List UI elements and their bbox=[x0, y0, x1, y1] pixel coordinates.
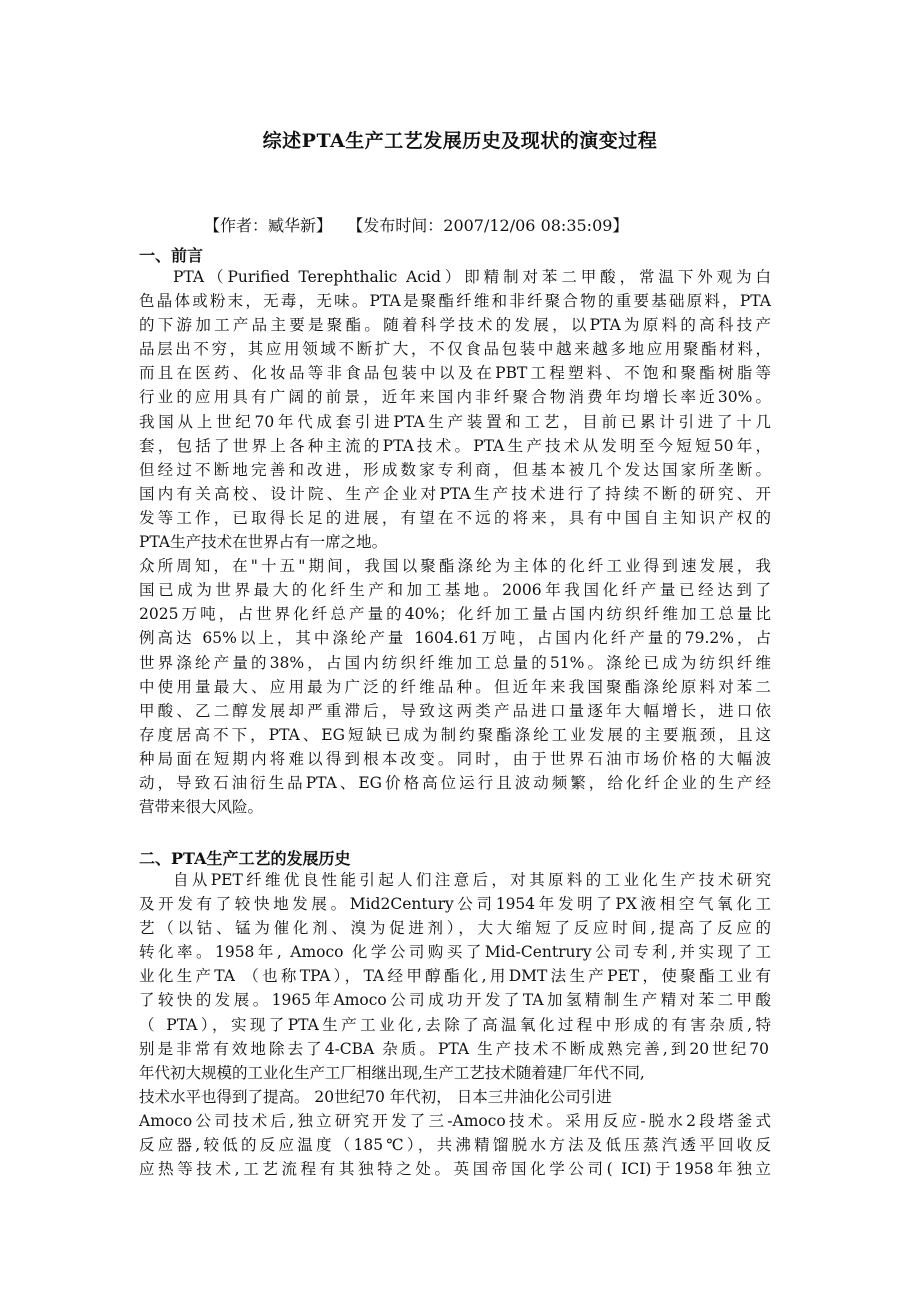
section-body-preface bbox=[139, 265, 771, 819]
text-line: （ PTA），实现了PTA生产工业化,去除了高温氧化过程中形成的有害杂质,特 bbox=[139, 1015, 771, 1034]
text-line: 自从PET纤维优良性能引起人们注意后，对其原料的工业化生产技术研究 bbox=[173, 871, 771, 889]
text-line: 例高达 65%以上，其中涤纶产量 1604.61万吨，占国内化纤产量的79.2%，占 bbox=[139, 629, 771, 648]
text-line: Amoco公司技术后,独立研究开发了三-Amoco技术。采用反应-脱水2段塔釜式 bbox=[139, 1111, 771, 1130]
text-line: 应热等技术,工艺流程有其独特之处。英国帝国化学公司( ICI)于1958年独立 bbox=[139, 1160, 771, 1179]
text-line: 种局面在短期内将难以得到根本改变。同时，由于世界石油市场价格的大幅波 bbox=[139, 749, 771, 768]
text-line: PTA（Purified Terephthalic Acid）即精制对苯二甲酸，常温下外观为白 bbox=[173, 268, 771, 286]
text-line: 别是非常有效地除去了4-CBA 杂质。PTA 生产技术不断成熟完善,到20世纪70 bbox=[139, 1039, 769, 1058]
text-line: 套，包括了世界上各种主流的PTA技术。PTA生产技术从发明至今短短50年， bbox=[139, 436, 771, 455]
author-date-line: 【作者：臧华新】 【发布时间：2007/12/06 08:35:09】 bbox=[204, 216, 629, 235]
text-line: 而且在医药、化妆品等非食品包装中以及在PBT工程塑料、不饱和聚酯树脂等 bbox=[139, 364, 771, 383]
text-line: 业化生产TA （也称TPA），TA经甲醇酯化,用DMT法生产PET，使聚酯工业有 bbox=[139, 967, 771, 986]
text-line: 发等工作，已取得长足的进展，有望在不远的将来，具有中国自主知识产权的 bbox=[139, 508, 771, 527]
text-line: 营带来很大风险。 bbox=[139, 798, 264, 817]
text-line: 技术水平也得到了提高。 20世纪70 年代初， 日本三井油化公司引进 bbox=[139, 1087, 612, 1106]
text-line: 甲酸、乙二醇发展却严重滞后，导致这两类产品进口量逐年大幅增长，进口依 bbox=[139, 701, 771, 720]
text-line: 世界涤纶产量的38%，占国内纺织纤维加工总量的51%。涤纶已成为纺织纤维 bbox=[139, 653, 771, 672]
text-line: 中使用量最大、应用最为广泛的纤维品种。但近年来我国聚酯涤纶原料对苯二 bbox=[139, 677, 771, 696]
text-line: 了较快的发展。1965年Amoco公司成功开发了TA加氢精制生产精对苯二甲酸 bbox=[139, 991, 771, 1010]
text-line: 及开发有了较快地发展。Mid2Century公司1954年发明了PX液相空气氧化工 bbox=[139, 895, 771, 914]
text-line: 艺（以钴、锰为催化剂、溴为促进剂），大大缩短了反应时间,提高了反应的 bbox=[139, 919, 771, 938]
text-line: 行业的应用具有广阔的前景，近年来国内非纤聚合物消费年均增长率近30%。 bbox=[139, 388, 771, 407]
text-line: 年代初大规模的工业化生产工厂相继出现,生产工艺技术随着建厂年代不同, bbox=[139, 1063, 645, 1082]
section-heading-preface: 一、前言 bbox=[139, 246, 204, 265]
text-line: 动，导致石油衍生品PTA、EG价格高位运行且波动频繁，给化纤企业的生产经 bbox=[139, 773, 771, 792]
section-heading-history: 二、PTA生产工艺的发展历史 bbox=[139, 849, 351, 868]
text-line: 国内有关高校、设计院、生产企业对PTA生产技术进行了持续不断的研究、开 bbox=[139, 484, 771, 503]
text-line: 2025万吨，占世界化纤总产量的40%；化纤加工量占国内纺织纤维加工总量比 bbox=[139, 605, 771, 624]
text-line: 的下游加工产品主要是聚酯。随着科学技术的发展，以PTA为原料的高科技产 bbox=[139, 316, 771, 335]
text-line: 国已成为世界最大的化纤生产和加工基地。2006年我国化纤产量已经达到了 bbox=[139, 581, 771, 600]
text-line: 反应器,较低的反应温度（185℃），共沸精馏脱水方法及低压蒸汽透平回收反 bbox=[139, 1136, 771, 1155]
text-line: 众所周知，在"十五"期间，我国以聚酯涤纶为主体的化纤工业得到速发展，我 bbox=[139, 557, 771, 576]
text-line: 色晶体或粉末，无毒，无味。PTA是聚酯纤维和非纤聚合物的重要基础原料，PTA bbox=[139, 292, 771, 311]
text-line: 存度居高不下，PTA、EG短缺已成为制约聚酯涤纶工业发展的主要瓶颈，且这 bbox=[139, 725, 771, 744]
text-line: 我国从上世纪70年代成套引进PTA生产装置和工艺，目前已累计引进了十几 bbox=[139, 412, 771, 431]
text-line: 但经过不断地完善和改进，形成数家专利商，但基本被几个发达国家所垄断。 bbox=[139, 460, 771, 479]
text-line: 品层出不穷，其应用领域不断扩大，不仅食品包装中越来越多地应用聚酯材料， bbox=[139, 340, 771, 359]
text-line: PTA生产技术在世界占有一席之地。 bbox=[139, 533, 388, 552]
text-line: 转化率。1958年, Amoco 化学公司购买了Mid-Centrury公司专利,并实现了工 bbox=[139, 943, 771, 962]
document-title: 综述PTA生产工艺发展历史及现状的演变过程 bbox=[262, 130, 658, 152]
section-body-history bbox=[139, 868, 771, 1181]
